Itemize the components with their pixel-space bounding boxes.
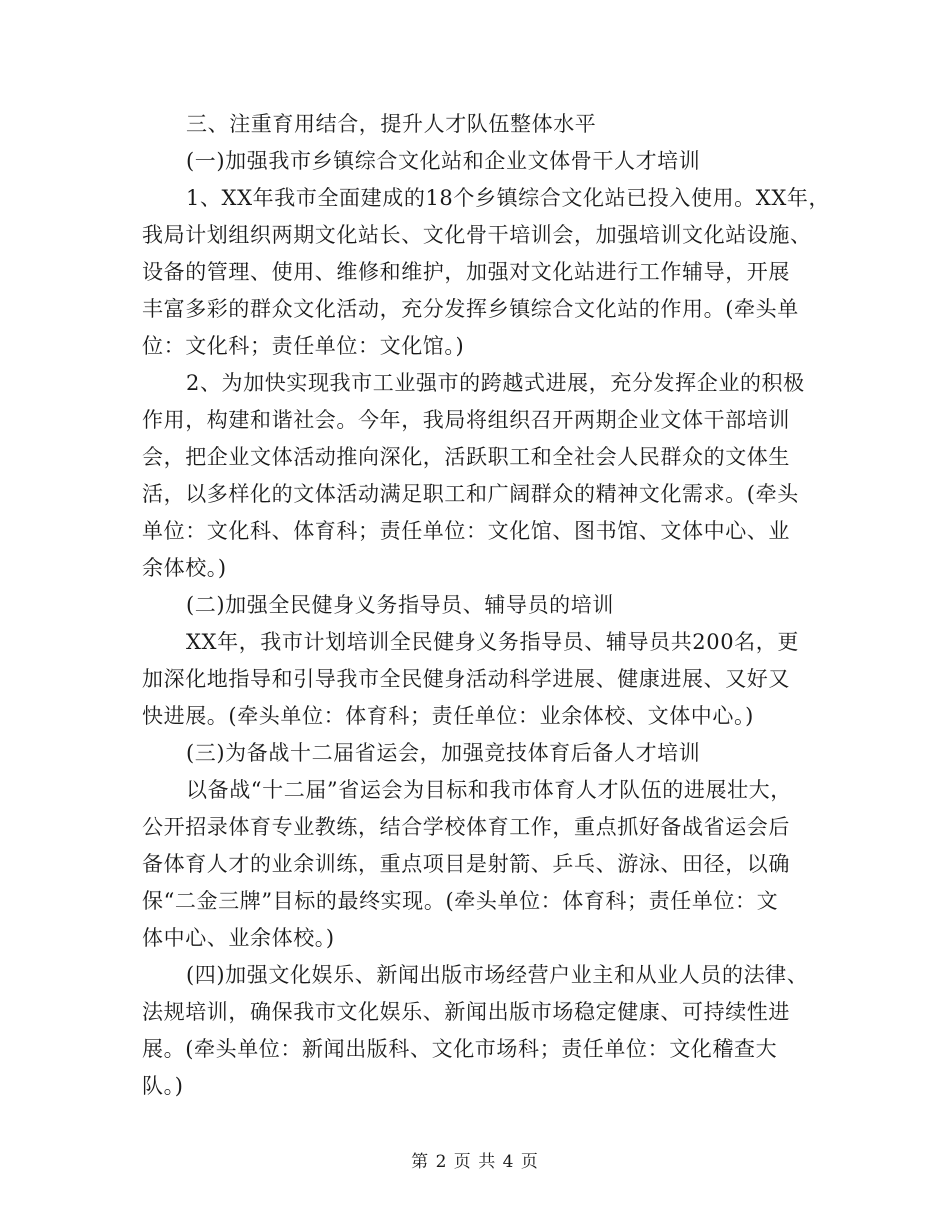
- text-line: 位：文化科；责任单位：文化馆。): [142, 334, 465, 358]
- text-line: 2、为加快实现我市工业强市的跨越式进展，充分发挥企业的积极: [186, 371, 805, 395]
- text-line: (三)为备战十二届省运会，加强竞技体育后备人才培训: [186, 741, 701, 765]
- text-line: 活，以多样化的文体活动满足职工和广阔群众的精神文化需求。(牵头: [142, 482, 799, 506]
- text-line: XX年，我市计划培训全民健身义务指导员、辅导员共200名，更: [186, 630, 799, 654]
- text-line: (二)加强全民健身义务指导员、辅导员的培训: [186, 593, 614, 617]
- text-line: 体中心、业余体校。): [142, 926, 335, 950]
- text-line: 1、XX年我市全面建成的18个乡镇综合文化站已投入使用。XX年，: [186, 186, 831, 210]
- text-line: 作用，构建和谐社会。今年，我局将组织召开两期企业文体干部培训: [142, 408, 790, 432]
- text-line: 公开招录体育专业教练，结合学校体育工作，重点抓好备战省运会后: [142, 815, 790, 839]
- text-line: (四)加强文化娱乐、新闻出版市场经营户业主和从业人员的法律、: [186, 963, 809, 987]
- text-line: 备体育人才的业余训练，重点项目是射箭、乒乓、游泳、田径，以确: [142, 852, 790, 876]
- text-line: (一)加强我市乡镇综合文化站和企业文体骨干人才培训: [186, 149, 701, 173]
- text-line: 设备的管理、使用、维修和维护，加强对文化站进行工作辅导，开展: [142, 260, 790, 284]
- text-line: 我局计划组织两期文化站长、文化骨干培训会，加强培训文化站设施、: [142, 223, 812, 247]
- page-number-footer: 第 2 页 共 4 页: [411, 1152, 539, 1172]
- text-line: 保“二金三牌”目标的最终实现。(牵头单位：体育科；责任单位：文: [142, 889, 779, 913]
- text-line: 丰富多彩的群众文化活动，充分发挥乡镇综合文化站的作用。(牵头单: [142, 297, 799, 321]
- text-line: 快进展。(牵头单位：体育科；责任单位：业余体校、文体中心。): [142, 704, 754, 728]
- text-line: 单位：文化科、体育科；责任单位：文化馆、图书馆、文体中心、业: [142, 519, 790, 543]
- text-line: 会，把企业文体活动推向深化，活跃职工和全社会人民群众的文体生: [142, 445, 790, 469]
- text-line: 余体校。): [142, 556, 227, 580]
- text-line: 展。(牵头单位：新闻出版科、文化市场科；责任单位：文化稽查大: [142, 1037, 778, 1061]
- text-line: 以备战“十二届”省运会为目标和我市体育人才队伍的进展壮大，: [186, 778, 792, 802]
- text-line: 法规培训，确保我市文化娱乐、新闻出版市场稳定健康、可持续性进: [142, 1000, 790, 1024]
- document-body: [142, 106, 831, 1105]
- text-line: 三、注重育用结合，提升人才队伍整体水平: [186, 112, 597, 136]
- text-line: 队。): [142, 1074, 184, 1098]
- text-line: 加深化地指导和引导我市全民健身活动科学进展、健康进展、又好又: [142, 667, 790, 691]
